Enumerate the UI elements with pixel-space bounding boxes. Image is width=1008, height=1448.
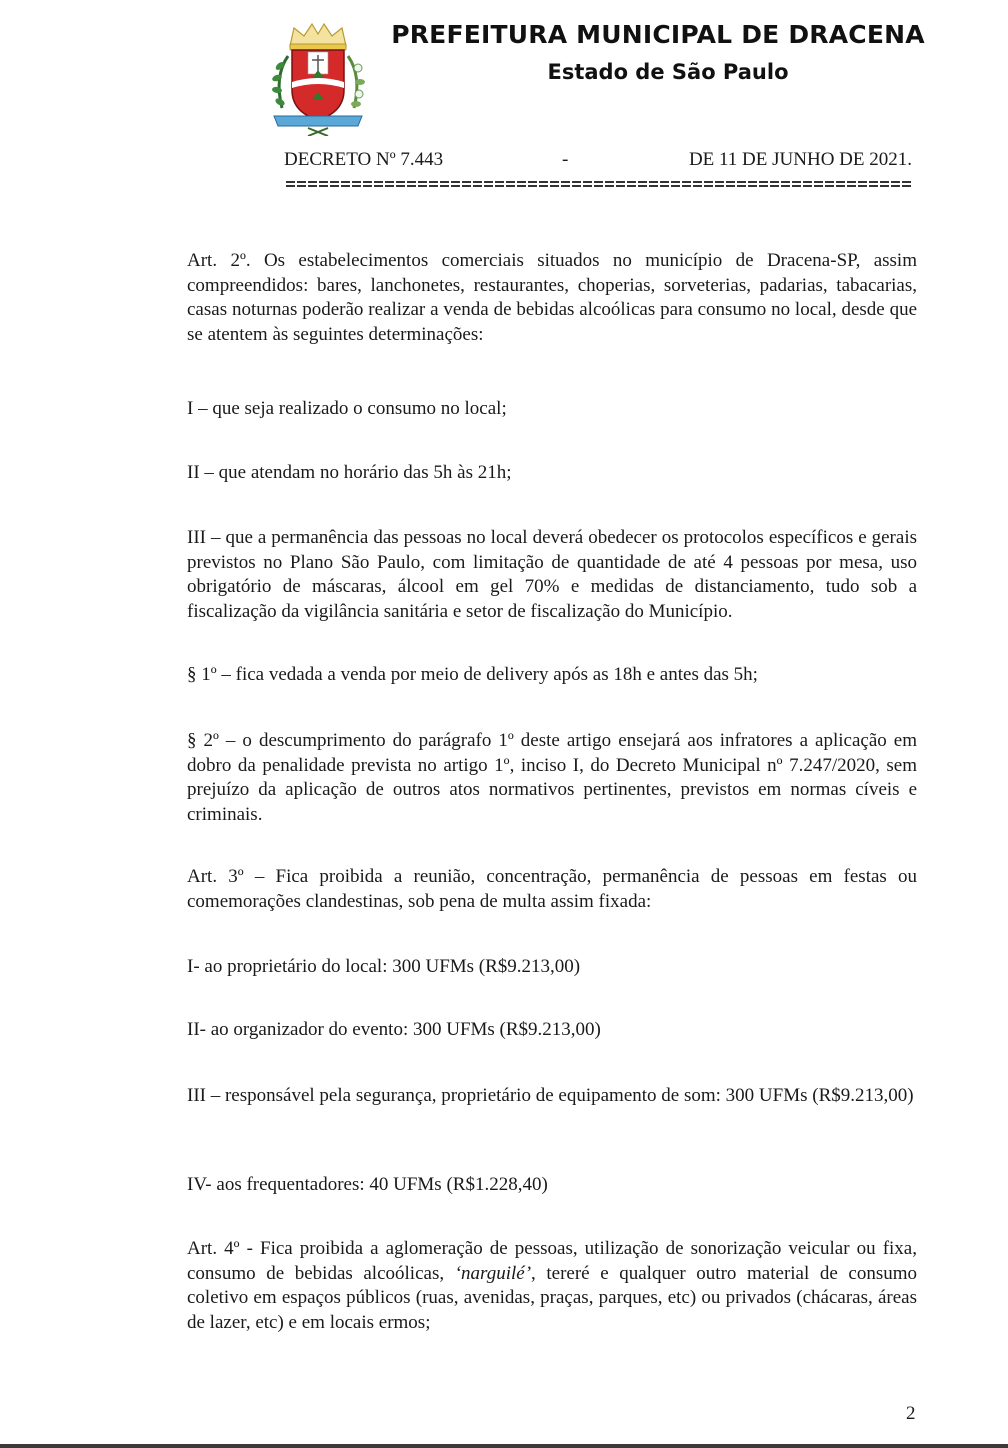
municipal-coat-of-arms-icon — [268, 16, 368, 136]
page-number: 2 — [906, 1403, 916, 1424]
article-4-italic-term: ‘narguilé’ — [454, 1262, 532, 1284]
article-3-item-iii: III – responsável pela segurança, proprietário de equipamento de som: 300 UFMs (R$9.213,00) — [187, 1085, 914, 1106]
article-2: Art. 2º. Os estabelecimentos comerciais situados no município de Dracena-SP, assim compreendidos: bares, lanchonetes, restaurantes, choperias, sorveterias, padarias, tabacarias, casas noturnas poderão realizar a venda de bebidas alcoólicas para consumo no local, desde que se atentem às seguintes determinações: — [187, 250, 917, 345]
article-2-paragraph-2: § 2º – o descumprimento do parágrafo 1º deste artigo ensejará aos infratores a aplicação em dobro da penalidade prevista no artigo 1º, inciso I, do Decreto Municipal nº 7.247/2020, sem prejuízo da aplicação de outros atos normativos pertinentes, previstos em normas cíveis e criminais. — [187, 730, 917, 825]
decree-number: DECRETO Nº 7.443 — [284, 149, 444, 170]
article-3-item-i: I- ao proprietário do local: 300 UFMs (R$9.213,00) — [187, 956, 581, 977]
decree-separator: - — [562, 149, 569, 170]
article-3: Art. 3º – Fica proibida a reunião, concentração, permanência de pessoas em festas ou comemorações clandestinas, sob pena de multa assim fixada: — [187, 866, 917, 912]
article-2-item-iii: III – que a permanência das pessoas no local deverá obedecer os protocolos específicos e gerais previstos no Plano São Paulo, com limitação de quantidade de até 4 pessoas por mesa, uso obrigatório de máscaras, álcool em gel 70% e medidas de distanciamento, tudo sob a fiscalização da vigilância sanitária e setor de fiscalização do Município. — [187, 527, 917, 622]
municipality-title: PREFEITURA MUNICIPAL DE DRACENA — [391, 20, 925, 49]
decree-heading — [284, 149, 912, 173]
article-2-paragraph-1: § 1º – fica vedada a venda por meio de delivery após as 18h e antes das 5h; — [187, 664, 758, 685]
article-2-item-ii: II – que atendam no horário das 5h às 21h; — [187, 462, 512, 483]
decree-date: DE 11 DE JUNHO DE 2021. — [688, 149, 912, 170]
article-4-text-start: Art. 4º - Fica proibida a aglomeração de pessoas, utilização de sonorização veicular ou fixa, consumo de bebidas alcoólicas, — [187, 1238, 917, 1284]
article-4 — [187, 1237, 917, 1335]
double-rule-divider — [286, 180, 912, 188]
article-3-item-iv: IV- aos frequentadores: 40 UFMs (R$1.228,40) — [187, 1174, 548, 1195]
state-subtitle: Estado de São Paulo — [547, 60, 789, 84]
article-4-text-end: , tereré e qualquer outro material de consumo coletivo em espaços públicos (ruas, avenidas, praças, parques, etc) ou privados (chácaras, áreas de lazer, etc) e em locais ermos; — [187, 1262, 917, 1333]
article-3-item-ii: II- ao organizador do evento: 300 UFMs (R$9.213,00) — [187, 1019, 601, 1040]
page-bottom-border — [0, 1444, 1008, 1448]
article-2-item-i: I – que seja realizado o consumo no local; — [187, 398, 507, 419]
